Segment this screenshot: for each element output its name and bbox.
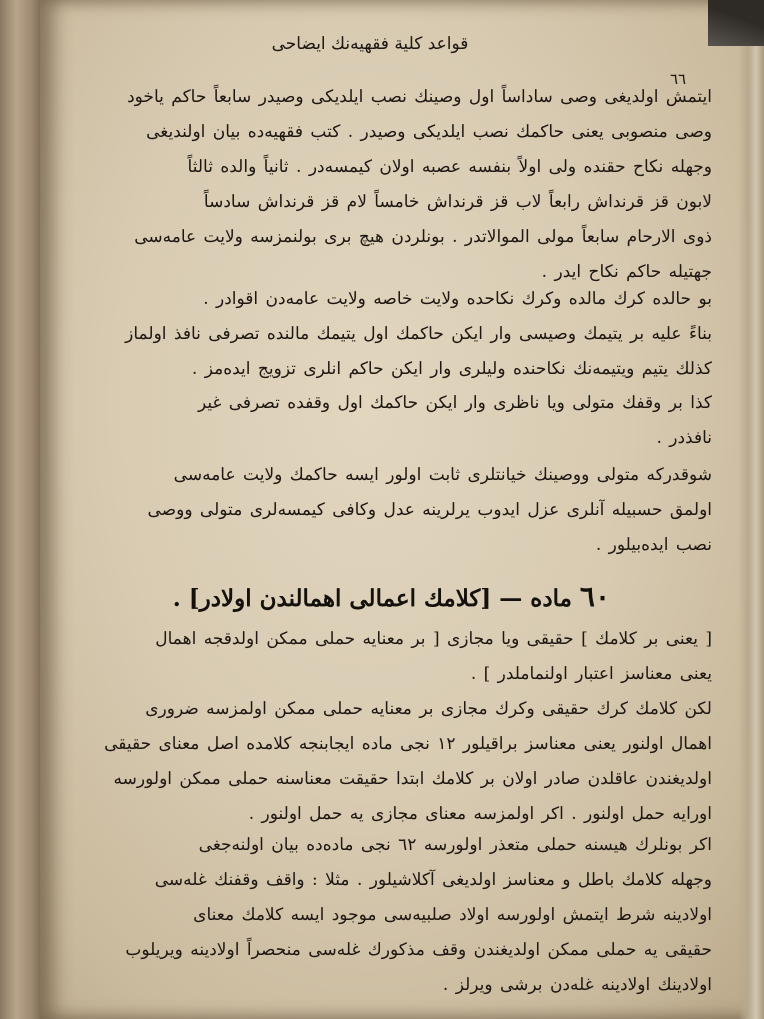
text-line: [ يعنى بر كلامك ] حقيقى ويا مجازى [ بر معنايه حملى ممكن اولدقجه اهمال [155, 629, 712, 649]
text-line: لكن كلامك كرك حقيقى وكرك مجازى بر معنايه حملى ممكن اولمزسه ضرورى [145, 699, 712, 719]
text-line: بو حالده كرك مالده وكرك نكاحده ولايت خاصه ولايت عامه‌دن اقوادر . [203, 289, 712, 309]
background-corner [708, 0, 764, 46]
paragraph-2 [62, 282, 712, 387]
text-line: ذوى الارحام سابعاً مولى الموالاتدر . بونلردن هيچ برى بولنمزسه ولايت عامه‌سى [134, 227, 712, 247]
text-line: جهتيله حاكم نكاح ايدر . [541, 262, 712, 282]
text-line: اهمال اولنور يعنى معناسز براقيلور ١٢ نجى ماده ايجابنجه كلامده اصل معناى حقيقى [104, 734, 712, 754]
text-line: كذلك يتيم ويتيمه‌نك نكاحنده وليلرى وار ايكن حاكم انلرى تزويج ايده‌مز . [191, 359, 712, 379]
paragraph-4 [62, 458, 712, 563]
paragraph-3 [62, 386, 712, 456]
article-word: ماده [530, 585, 572, 612]
text-line: شوقدركه متولى ووصينك خيانتلرى ثابت اولور ايسه حاكمك ولايت عامه‌سى [173, 465, 712, 485]
text-line: نافذدر . [656, 428, 712, 448]
text-line: اولادينك اولادينه غله‌دن برشى ويرلز . [442, 975, 712, 995]
text-line: ايتمش اولديغى وصى ساداساً اول وصينك نصب ايلديكى وصيدر سابعاً حاكم ياخود [127, 87, 712, 107]
paragraph-6 [62, 692, 712, 832]
paragraph-7 [62, 828, 712, 1003]
text-line: اورايه حمل اولنور . اكر اولمزسه معناى مجازى يه حمل اولنور . [248, 804, 712, 824]
text-line: اولادينه شرط ايتمش اولورسه اولاد صلبيه‌سى موجود ايسه كلامك معناى [193, 905, 712, 925]
text-line: حقيقى يه حملى ممكن اولديغندن وقف مذكورك غله‌سى منحصراً اولادينه ويريلوب [125, 940, 712, 960]
article-heading [160, 580, 610, 613]
text-line: وجهله كلامك باطل و معناسز اولديغى آكلاشيلور . مثلا : واقف وقفنك غله‌سى [154, 870, 712, 890]
text-line: بناءً عليه بر يتيمك وصيسى وار ايكن حاكمك اول يتيمك مالنده تصرفى نافذ اولماز [125, 324, 712, 344]
text-line: وجهله نكاح حقنده ولى اولاً بنفسه عصبه اولان كيمسه‌در . ثانياً والده ثالثاً [187, 157, 712, 177]
text-line: كذا بر وقفك متولى ويا ناظرى وار ايكن حاكمك اول وقفده تصرفى غير [197, 393, 712, 413]
page-stack-edge [738, 40, 764, 1019]
article-text: — [كلامك اعمالى اهمالندن اولادر] . [172, 585, 523, 612]
paragraph-1 [62, 80, 712, 290]
text-line: لابون قز قرنداش رابعاً لاب قز قرنداش خامساً لام قز قرنداش سادساً [203, 192, 712, 212]
text-line: يعنى معناسز اعتبار اولنماملدر ] . [470, 664, 712, 684]
article-number: ٦٠ [579, 580, 610, 613]
text-line: اولديغندن عاقلدن صادر اولان بر كلامك ابتدا حقيقت معناسنه حملى ممكن اولورسه [113, 769, 712, 789]
text-line: اولمق حسبيله آنلرى عزل ايدوب يرلرينه عدل وكافى كيمسه‌لرى متولى ووصى [147, 500, 712, 520]
text-line: اكر بونلرك هيسنه حملى متعذر اولورسه ٦٢ نجى ماده‌ده بيان اولنه‌جغى [198, 835, 712, 855]
text-line: نصب ايده‌بيلور . [595, 535, 712, 555]
paragraph-5 [62, 622, 712, 692]
running-header: قواعد كلية فقهيه‌نك ايضاحى [271, 34, 469, 54]
page-number: ٦٦ [670, 70, 687, 88]
text-line: وصى منصوبى يعنى حاكمك نصب ايلديكى وصيدر . كتب فقهيه‌ده بيان اولنديغى [146, 122, 712, 142]
